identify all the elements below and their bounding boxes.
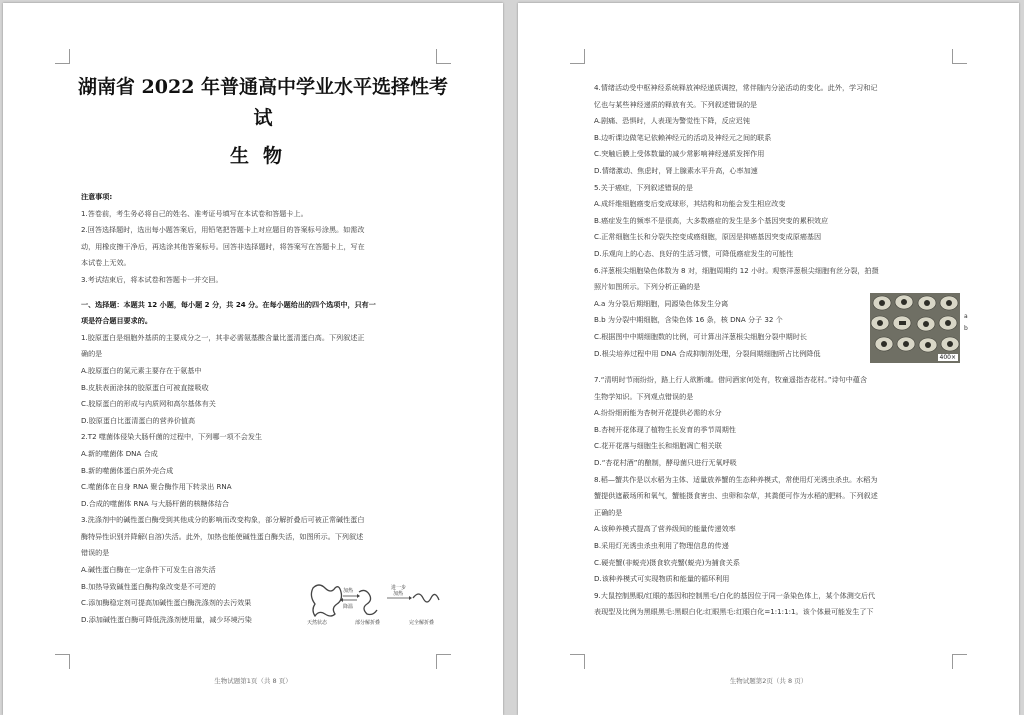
fig-label-b: b: [964, 325, 968, 332]
option-line: A.成纤维细胞癌变后变成球形，其结构和功能会发生相应改变: [594, 199, 786, 209]
page-footer: 生物试题第1页（共 8 页）: [214, 677, 292, 685]
option-line: A.剧痛、恐惧时，人表现为警觉性下降，反应迟钝: [594, 116, 750, 126]
option-line: D.添加碱性蛋白酶可降低洗涤剂使用量，减少环境污染: [81, 614, 252, 624]
question-line: 5.关于癌症，下列叙述错误的是: [594, 182, 693, 192]
crop-mark: [55, 49, 70, 64]
exam-title-cont: 试: [253, 107, 273, 129]
question-line: 2.T2 噬菌体侵染大肠杆菌的过程中，下列哪一项不会发生: [81, 432, 263, 442]
option-line: B.新的噬菌体蛋白质外壳合成: [81, 465, 174, 475]
option-line: A.胶原蛋白的氮元素主要存在于氨基中: [81, 365, 202, 375]
option-line: C.硬壳蟹(非蜕壳)摄食软壳蟹(蜕壳)为捕食关系: [594, 557, 740, 567]
micrograph-figure: [870, 293, 960, 363]
option-line: B.采用灯光诱虫杀虫利用了物理信息的传递: [594, 541, 729, 551]
question-line: 7.“清明时节雨纷纷，路上行人欲断魂。借问酒家何处有，牧童遥指杏花村。”诗句中蕴含: [594, 375, 868, 385]
question-line: 表现型及比例为黑眼黑毛:黑眼白化:红眼黑毛:红眼白化=1:1:1:1。该个体最可能发生了下: [594, 607, 874, 617]
notice-line: 3.考试结束后，将本试卷和答题卡一并交回。: [81, 274, 223, 284]
fig-label: 加热: [393, 591, 404, 597]
option-line: A.碱性蛋白酶在一定条件下可发生自溶失活: [81, 565, 216, 575]
question-line: 酶特异性识别并降解(自溶)失活。此外，加热也能使碱性蛋白酶失活，如图所示。下列叙述: [81, 531, 364, 541]
page1-body: [81, 189, 439, 628]
fig-label: 天然状态: [307, 620, 328, 626]
option-line: A.纷纷细雨能为杏树开花提供必需的水分: [594, 408, 722, 418]
section-heading: 一、选择题：本题共 12 小题，每小题 2 分，共 24 分。在每小题给出的四个选项中，只有一: [81, 299, 376, 309]
option-line: D.根尖培养过程中用 DNA 合成抑制剂处理，分裂间期细胞所占比例降低: [594, 348, 821, 358]
option-line: C.噬菌体在自身 RNA 聚合酶作用下转录出 RNA: [81, 482, 232, 492]
question-line: 1.胶原蛋白是细胞外基质的主要成分之一，其非必需氨基酸含量比蛋清蛋白高。下列叙述正: [81, 332, 365, 342]
document-page-2: [518, 3, 1019, 715]
magnification-label: 400×: [939, 354, 956, 361]
question-line: 3.洗涤剂中的碱性蛋白酶受到其他成分的影响而改变构象，部分解折叠后可被正常碱性蛋白: [81, 515, 365, 525]
crop-mark: [570, 49, 585, 64]
option-line: B.b 为分裂中期细胞，含染色体 16 条，核 DNA 分子 32 个: [594, 315, 783, 325]
option-line: B.边听课边做笔记依赖神经元的活动及神经元之间的联系: [594, 132, 772, 142]
notice-line: 2.回答选择题时，选出每小题答案后，用铅笔把答题卡上对应题目的答案标号涂黑。如需改: [81, 225, 365, 235]
option-line: C.添加酶稳定剂可提高加碱性蛋白酶洗涤剂的去污效果: [81, 598, 252, 608]
fig-label: 降温: [343, 604, 354, 610]
option-line: C.胶原蛋白的形成与内质网和高尔基体有关: [81, 399, 216, 409]
question-line: 生物学知识。下列观点错误的是: [594, 391, 694, 401]
option-line: A.a 为分裂后期细胞，同源染色体发生分离: [594, 298, 729, 308]
subject-title: 生物: [229, 145, 296, 167]
crop-mark: [55, 654, 70, 669]
crop-mark: [952, 654, 967, 669]
document-page-1: [3, 3, 503, 715]
question-line: 忆也与某些神经递质的释放有关。下列叙述错误的是: [594, 99, 758, 109]
section-heading-cont: 项是符合题目要求的。: [81, 316, 152, 326]
fig-label: 进一步: [391, 585, 407, 591]
option-line: C.突触后膜上受体数量的减少常影响神经递质发挥作用: [594, 149, 765, 159]
option-line: C.花开花落与细胞生长和细胞凋亡相关联: [594, 441, 722, 451]
notice-line: 1.答卷前，考生务必将自己的姓名、准考证号填写在本试卷和答题卡上。: [81, 208, 308, 218]
option-line: B.杏树开花体现了植物生长发育的季节周期性: [594, 424, 736, 434]
option-line: C.正常细胞生长和分裂失控变成癌细胞，原因是抑癌基因突变成原癌基因: [594, 232, 822, 242]
enzyme-unfolding-figure: [305, 578, 445, 626]
option-line: B.加热导致碱性蛋白酶构象改变是不可逆的: [81, 581, 216, 591]
question-line: 照片如图所示。下列分析正确的是: [594, 282, 701, 292]
question-line: 正确的是: [594, 507, 623, 517]
option-line: A.新的噬菌体 DNA 合成: [81, 448, 158, 458]
fig-label: 部分解折叠: [355, 620, 381, 626]
option-line: D.乐观向上的心态、良好的生活习惯，可降低癌症发生的可能性: [594, 248, 794, 258]
option-line: D.“杏花村酒”的酿制，酵母菌只进行无氧呼吸: [594, 458, 737, 468]
fig-label-a: a: [964, 313, 968, 320]
crop-mark: [436, 49, 451, 64]
question-line: 确的是: [81, 349, 103, 359]
option-line: D.该种养模式可实现物质和能量的循环利用: [594, 574, 730, 584]
option-line: B.癌症发生的频率不是很高，大多数癌症的发生是多个基因突变的累积效应: [594, 215, 829, 225]
crop-mark: [436, 654, 451, 669]
option-line: D.胶原蛋白比蛋清蛋白的营养价值高: [81, 415, 196, 425]
full-unfold-glyph: [413, 594, 439, 602]
question-line: 8.稻—蟹共作是以水稻为主体、适量放养蟹的生态种养模式，常使用灯光诱虫杀虫。水稻为: [594, 474, 878, 484]
fig-label: 完全解折叠: [409, 620, 435, 626]
notice-heading: 注意事项:: [81, 192, 113, 201]
exam-title: 湖南省 2022 年普通高中学业水平选择性考: [77, 76, 449, 98]
native-state-glyph: [311, 585, 341, 616]
question-line: 9.大鼠控制黑眼/红眼的基因和控制黑毛/白化的基因位于同一条染色体上，某个体测交后代: [594, 590, 876, 600]
option-line: D.情绪激动、焦虑时，肾上腺素水平升高，心率加速: [594, 165, 758, 175]
question-line: 6.洋葱根尖细胞染色体数为 8 对，细胞周期约 12 小时。观察洋葱根尖细胞有丝分裂，拍摄: [594, 265, 879, 275]
page-footer: 生物试题第2页（共 8 页）: [729, 677, 808, 685]
question-line: 蟹提供遮蔽场所和氧气，蟹能摄食害虫、虫卵和杂草，其粪便可作为水稻的肥料。下列叙述: [594, 491, 878, 501]
crop-mark: [570, 654, 585, 669]
question-line: 4.情绪活动受中枢神经系统释放神经递质调控，常伴随内分泌活动的变化。此外，学习和记: [594, 83, 878, 92]
notice-line: 动，用橡皮擦干净后，再选涂其他答案标号。回答非选择题时，将答案写在答题卡上，写在: [81, 241, 365, 251]
option-line: A.该种养模式提高了营养级间的能量传递效率: [594, 524, 736, 534]
partial-unfold-glyph: [359, 590, 377, 614]
option-line: B.皮肤表面涂抹的胶原蛋白可被直接吸收: [81, 382, 209, 392]
notice-line: 本试卷上无效。: [81, 258, 131, 268]
option-line: D.合成的噬菌体 RNA 与大肠杆菌的核糖体结合: [81, 498, 229, 508]
fig-label: 加热: [343, 588, 354, 594]
question-line: 错误的是: [81, 548, 110, 558]
option-line: C.根据图中中期细胞数的比例，可计算出洋葱根尖细胞分裂中期时长: [594, 331, 807, 341]
crop-mark: [952, 49, 967, 64]
